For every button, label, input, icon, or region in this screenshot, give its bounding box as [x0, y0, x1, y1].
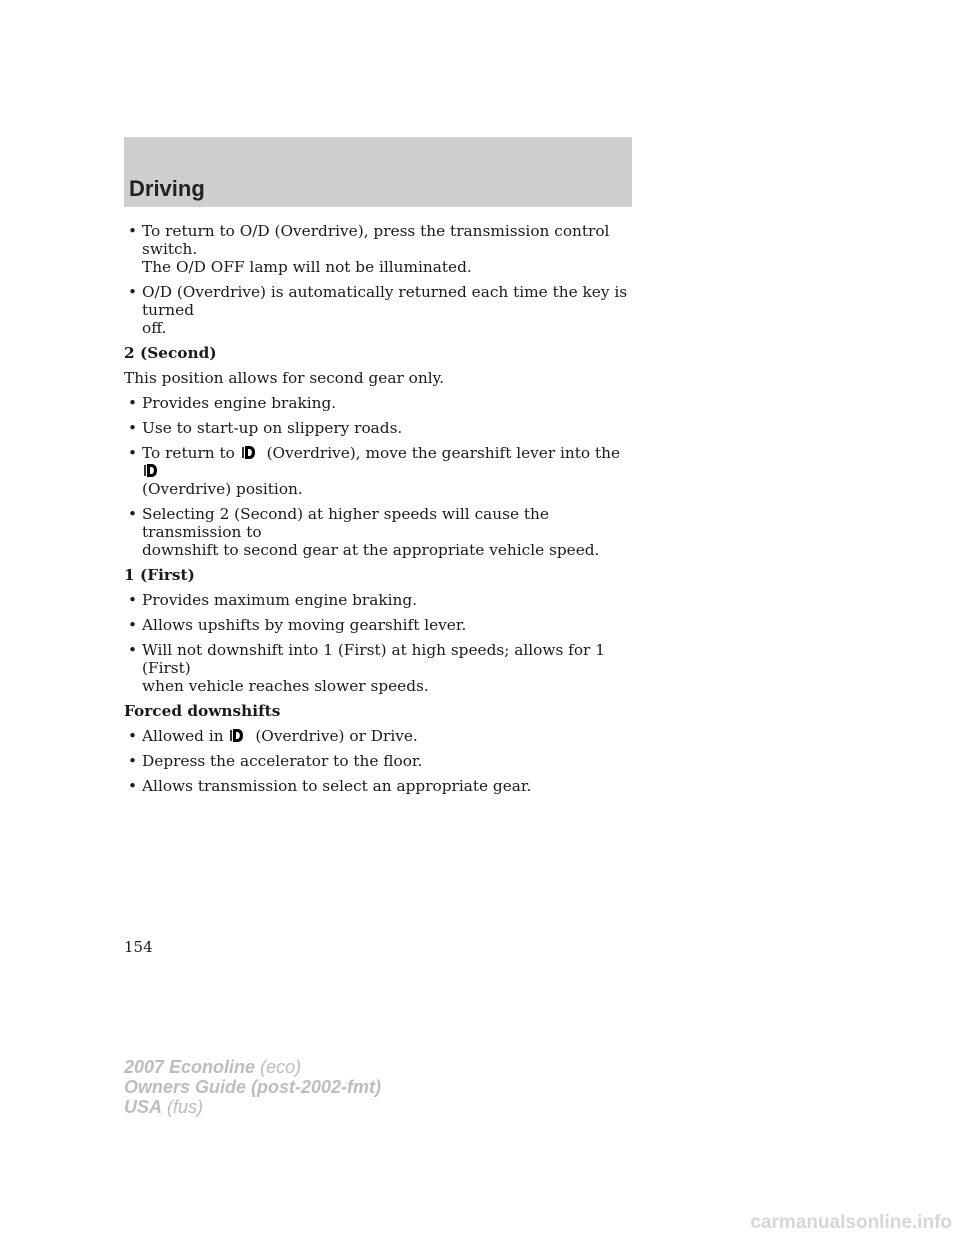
list-item [124, 222, 644, 276]
list-item [124, 727, 644, 745]
bullet-text: Allows upshifts by moving gearshift lever. [142, 616, 467, 634]
footer-model-code: (eco) [260, 1057, 302, 1077]
list-item [124, 505, 644, 559]
list-item [124, 752, 644, 770]
bullet-text: downshift to second gear at the appropriate vehicle speed. [142, 541, 600, 559]
bullet-marker: • [128, 283, 138, 301]
bullet-marker: • [128, 222, 138, 240]
site-watermark: carmanualsonline.info [750, 1212, 952, 1233]
footer-line-market [124, 1097, 381, 1117]
bullet-marker: • [128, 752, 138, 770]
document-footer [124, 1057, 381, 1117]
bullet-text: Use to start-up on slippery roads. [142, 419, 403, 437]
subsection-heading-forced-downshifts: Forced downshifts [124, 702, 281, 720]
overdrive-d-icon [144, 462, 159, 479]
bullet-text: To return to [142, 444, 235, 462]
bullet-marker: • [128, 444, 138, 462]
bullet-text: (Overdrive) or Drive. [255, 727, 418, 745]
bullet-marker: • [128, 394, 138, 412]
list-item [124, 394, 644, 412]
footer-guide: Owners Guide (post-2002-fmt) [124, 1077, 382, 1097]
bullet-text: (Overdrive), move the gearshift lever into the [266, 444, 621, 462]
bullet-marker: • [128, 777, 138, 795]
bullet-marker: • [128, 419, 138, 437]
bullet-text: Allows transmission to select an appropriate gear. [142, 777, 532, 795]
list-item [124, 616, 644, 634]
bullet-text: Will not downshift into 1 (First) at high speeds; allows for 1 (First) [142, 641, 605, 677]
footer-line-model [124, 1057, 381, 1077]
page-number: 154 [124, 938, 153, 956]
list-item [124, 419, 644, 437]
list-item [124, 641, 644, 695]
list-item [124, 444, 644, 498]
list-item [124, 777, 644, 795]
bullet-marker: • [128, 616, 138, 634]
footer-market-code: (fus) [167, 1097, 204, 1117]
page-content [124, 222, 644, 802]
subsection-heading-first: 1 (First) [124, 566, 195, 584]
bullet-marker: • [128, 505, 138, 523]
list-item [124, 283, 644, 337]
bullet-marker: • [128, 641, 138, 659]
footer-market: USA [124, 1097, 163, 1117]
bullet-text: Provides maximum engine braking. [142, 591, 418, 609]
paragraph: This position allows for second gear only. [124, 369, 445, 387]
subsection-heading-second: 2 (Second) [124, 344, 217, 362]
overdrive-d-icon [230, 727, 245, 744]
footer-model: 2007 Econoline [124, 1057, 256, 1077]
bullet-text: off. [142, 319, 167, 337]
bullet-text: O/D (Overdrive) is automatically returned each time the key is turned [142, 283, 628, 319]
bullet-marker: • [128, 591, 138, 609]
bullet-text: Selecting 2 (Second) at higher speeds will cause the transmission to [142, 505, 549, 541]
bullet-text: Depress the accelerator to the floor. [142, 752, 423, 770]
bullet-text: when vehicle reaches slower speeds. [142, 677, 429, 695]
bullet-text: (Overdrive) position. [142, 480, 303, 498]
bullet-text: Provides engine braking. [142, 394, 337, 412]
section-title: Driving [129, 176, 205, 201]
bullet-text: The O/D OFF lamp will not be illuminated. [142, 258, 472, 276]
bullet-text: To return to O/D (Overdrive), press the transmission control switch. [142, 222, 610, 258]
bullet-text: Allowed in [142, 727, 224, 745]
bullet-marker: • [128, 727, 138, 745]
list-item [124, 591, 644, 609]
overdrive-d-icon [242, 444, 257, 461]
